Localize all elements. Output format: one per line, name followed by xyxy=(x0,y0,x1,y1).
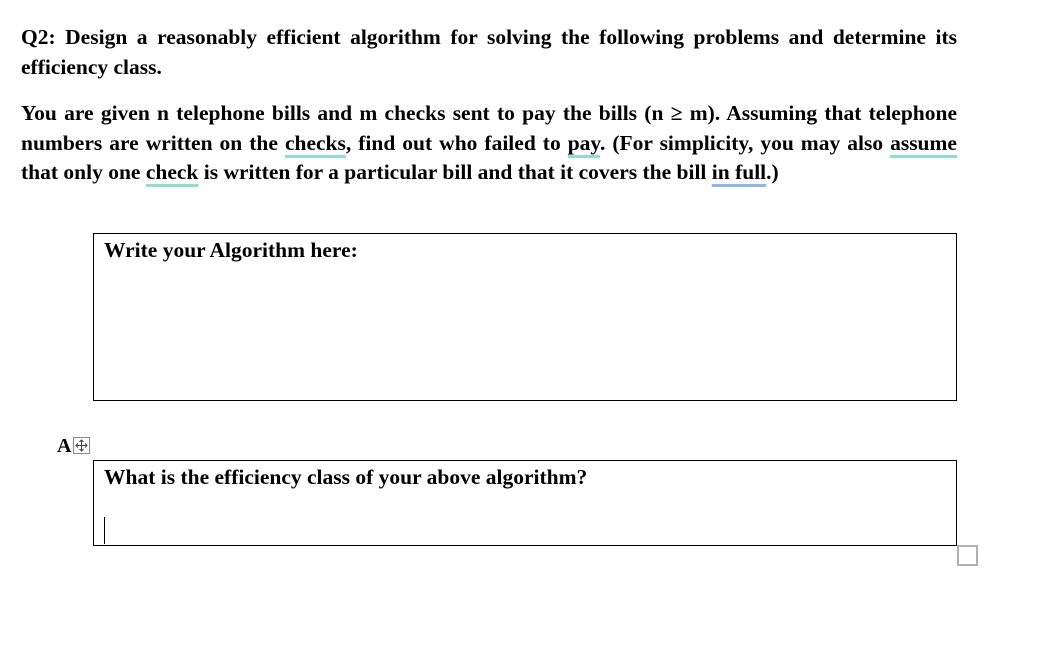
body-text-3: . (For simplicity, you may also xyxy=(599,130,891,155)
grammar-flag-check[interactable]: check xyxy=(145,160,199,184)
anchor-letter: A xyxy=(57,435,72,457)
body-text-4: that only one xyxy=(21,160,146,184)
grammar-flag-in-full[interactable]: in full xyxy=(711,160,767,184)
efficiency-box-label: What is the efficiency class of your above algorithm? xyxy=(104,465,588,489)
grammar-flag-assume[interactable]: assume xyxy=(890,130,957,155)
question-title: Q2: Design a reasonably efficient algorithm for solving the following problems and determine its efficiency class. xyxy=(21,25,957,79)
algorithm-box-label: Write your Algorithm here: xyxy=(104,238,358,262)
algorithm-answer-box[interactable] xyxy=(93,233,957,401)
move-icon[interactable] xyxy=(73,437,90,454)
body-text-1: You are given n telephone bills and m checks sent to pay the bills (n ≥ m). Assuming that telephone numbers are written on the xyxy=(21,101,957,155)
grammar-flag-pay[interactable]: pay xyxy=(567,130,600,155)
resize-square-icon[interactable] xyxy=(957,545,978,566)
question-body xyxy=(21,99,957,188)
text-cursor xyxy=(104,517,105,544)
body-text-2: , find out who failed to xyxy=(345,130,568,155)
efficiency-answer-box[interactable] xyxy=(93,460,957,546)
grammar-flag-checks[interactable]: checks xyxy=(284,130,346,155)
body-text-6: .) xyxy=(766,160,779,184)
body-text-5: is written for a particular bill and that it covers the bill xyxy=(198,160,712,184)
move-arrows-icon xyxy=(74,438,89,453)
